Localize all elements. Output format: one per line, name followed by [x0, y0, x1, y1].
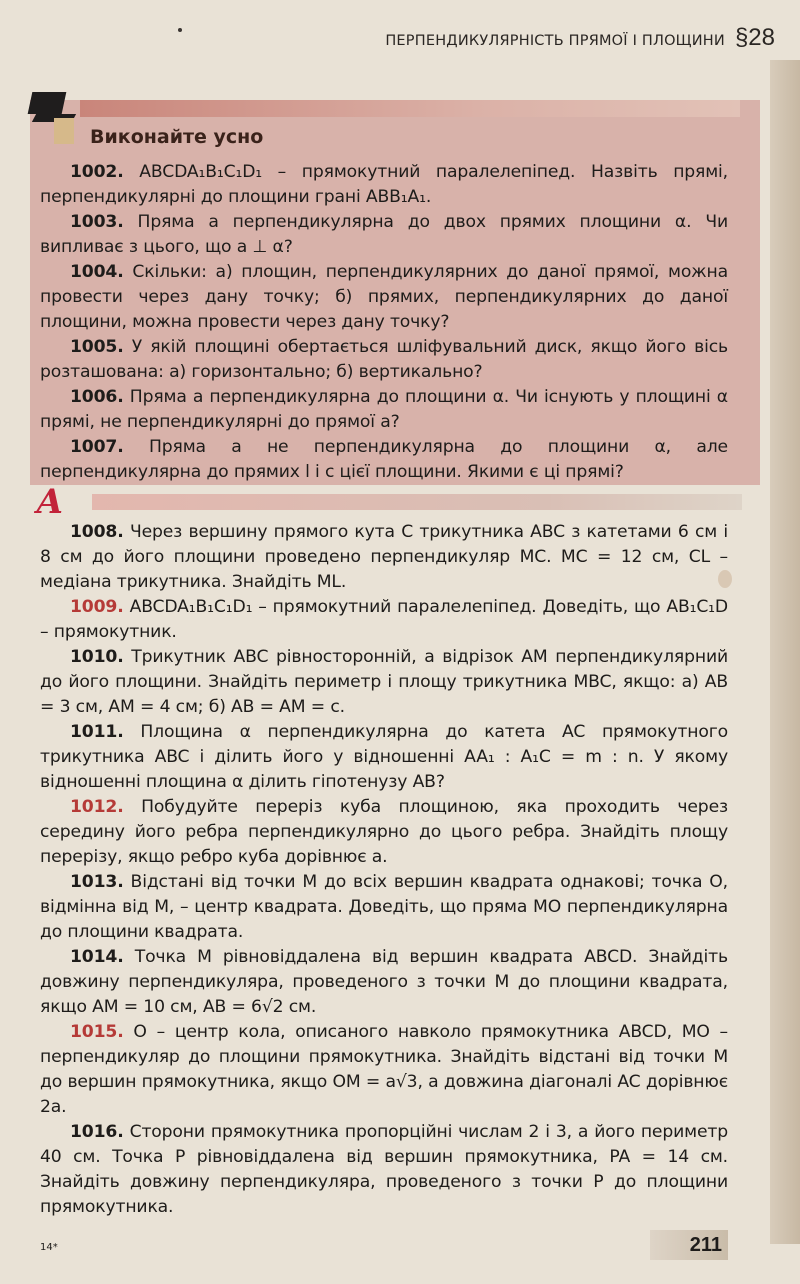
right-margin-strip [770, 60, 800, 1244]
problem-1011: 1011. Площина α перпендикулярна до катета AC прямокутного трикутника ABC і ділить його у відношенні AA₁ : A₁C = m : n. У якому відношенні площина α ділить гіпотенузу AB? [40, 722, 728, 792]
problem-1012: 1012. Побудуйте переріз куба площиною, яка проходить через середину його ребра перпендикулярно до цього ребра. Знайдіть площу перерізу, якщо ребро куба дорівнює a. [40, 797, 728, 867]
level-a-mark: А [36, 482, 64, 522]
problem-1005: 1005. У якій площині обертається шліфувальний диск, якщо його вісь розташована: а) горизонтально; б) вертикально? [40, 337, 728, 382]
problem-1009: 1009. ABCDA₁B₁C₁D₁ – прямокутний паралелепіпед. Доведіть, що AB₁C₁D – прямокутник. [40, 597, 728, 642]
problem-1016: 1016. Сторони прямокутника пропорційні числам 2 і 3, а його периметр 40 см. Точка P рівновіддалена від вершин прямокутника, PA = 14 см. Знайдіть довжину перпендикуляра, проведеного з точки P до площини прямокутника. [40, 1122, 728, 1217]
problem-1002: 1002. ABCDA₁B₁C₁D₁ – прямокутний паралелепіпед. Назвіть прямі, перпендикулярні до площини грані ABB₁A₁. [40, 162, 728, 207]
print-dot [178, 28, 182, 32]
oral-header-bar [80, 100, 740, 117]
problem-1003: 1003. Пряма a перпендикулярна до двох прямих площини α. Чи випливає з цього, що a ⊥ α? [40, 212, 728, 257]
section-marker [54, 118, 74, 144]
running-title: ПЕРПЕНДИКУЛЯРНІСТЬ ПРЯМОЇ І ПЛОЩИНИ [385, 33, 725, 49]
problem-1008: 1008. Через вершину прямого кута C трикутника ABC з катетами 6 см і 8 см до його площини проведено перпендикуляр MC. MC = 12 см, CL – медіана трикутника. Знайдіть ML. [40, 522, 728, 592]
oral-title: Виконайте усно [90, 126, 264, 148]
level-a-bar [92, 494, 742, 510]
page-number: 211 [650, 1230, 728, 1260]
problem-1013: 1013. Відстані від точки M до всіх вершин квадрата однакові; точка O, відмінна від M, – центр квадрата. Доведіть, що пряма MO перпендикулярна до площини квадрата. [40, 872, 728, 942]
section-number: §28 [734, 24, 775, 51]
running-head [385, 24, 775, 52]
problem-1004: 1004. Скільки: а) площин, перпендикулярних до даної прямої, можна провести через дану точку; б) прямих, перпендикулярних до даної площини, можна провести через дану точку? [40, 262, 728, 332]
level-a-problems [40, 520, 728, 1220]
problem-1007: 1007. Пряма a не перпендикулярна до площини α, але перпендикулярна до прямих l і c цієї площини. Якими є ці прямі? [40, 437, 728, 482]
problem-1010: 1010. Трикутник ABC рівносторонній, а відрізок AM перпендикулярний до його площини. Знайдіть периметр і площу трикутника MBC, якщо: а) AB = 3 см, AM = 4 см; б) AB = AM = c. [40, 647, 728, 717]
printer-signature: 14* [40, 1242, 58, 1253]
problem-1015: 1015. O – центр кола, описаного навколо прямокутника ABCD, MO – перпендикуляр до площини прямокутника. Знайдіть відстані від точки M до вершин прямокутника, якщо OM = a√3, а довжина діагоналі AC дорівнює 2a. [40, 1022, 728, 1117]
problem-1006: 1006. Пряма a перпендикулярна до площини α. Чи існують у площині α прямі, не перпендикулярні до прямої a? [40, 387, 728, 432]
oral-problems [40, 160, 728, 485]
problem-1014: 1014. Точка M рівновіддалена від вершин квадрата ABCD. Знайдіть довжину перпендикуляра, проведеного з точки M до площини квадрата, якщо AM = 10 см, AB = 6√2 см. [40, 947, 728, 1017]
